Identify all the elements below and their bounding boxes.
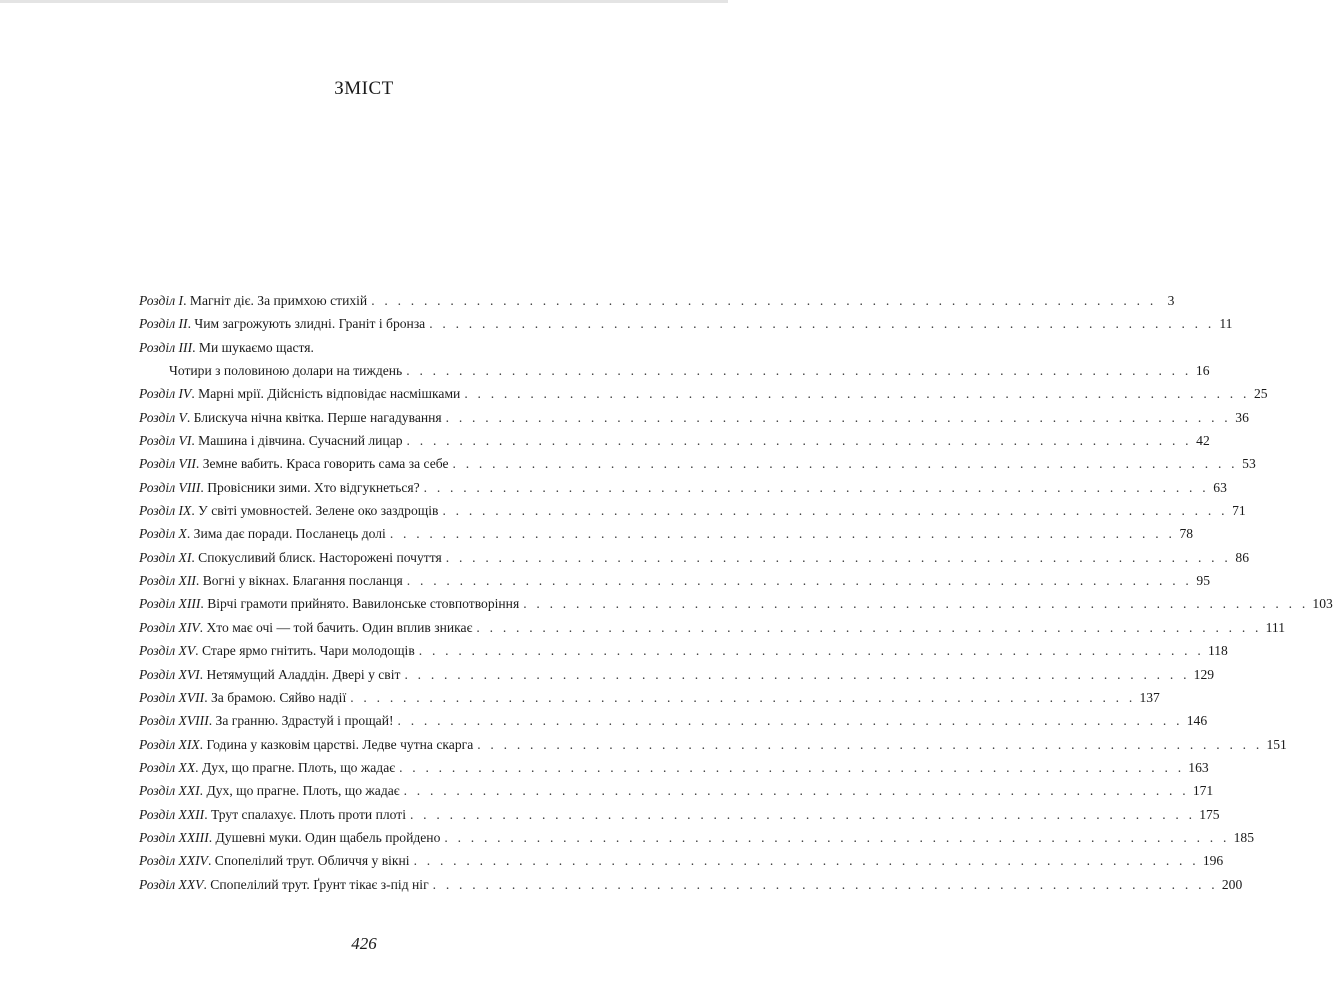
chapter-label: Розділ XIX: [139, 736, 200, 752]
chapter-label: Розділ I: [139, 293, 184, 308]
page-ref: 86: [1235, 549, 1249, 565]
chapter-label: Розділ XV: [139, 643, 196, 659]
page-ref: 11: [1219, 316, 1233, 332]
page-ref: 53: [1242, 456, 1256, 472]
chapter-title: . Вірчі грамоти прийнято. Вавилонське стовпотворіння: [200, 596, 520, 612]
toc-entry: [139, 409, 1249, 433]
dot-leader: . . . . . . . . . . . . . . . . . . . . . . . . . . . . . . . . . . . . . . . . . . . . . . . . . . . . . . . . . . . .: [389, 526, 1176, 542]
page-ref: 42: [1196, 433, 1210, 449]
chapter-title: . Хто має очі — той бачить. Один вплив зникає: [199, 619, 473, 635]
chapter-title: . Спокусливий блиск. Насторожені почуття: [191, 549, 442, 565]
toc-entry: [139, 549, 1249, 573]
dot-leader: . . . . . . . . . . . . . . . . . . . . . . . . . . . . . . . . . . . . . . . . . . . . . . . . . . . . . . . . . . . .: [406, 433, 1192, 449]
toc-entry: [139, 526, 1194, 549]
toc-entry: [139, 596, 1333, 619]
dot-leader: . . . . . . . . . . . . . . . . . . . . . . . . . . . . . . . . . . . . . . . . . . . . . . . . . . . . . . . . . . . .: [523, 596, 1309, 612]
page-ref: 25: [1253, 386, 1268, 402]
toc-entry: [139, 853, 1224, 876]
chapter-title: . Старе ярмо гнітить. Чари молодощів: [195, 643, 415, 659]
chapter-label: Розділ XII: [139, 573, 196, 589]
chapter-title: . Провісники зими. Хто відгукнеться?: [200, 479, 420, 495]
toc-entry: [139, 456, 1256, 479]
toc-entry: [139, 340, 636, 363]
dot-leader: . . . . . . . . . . . . . . . . . . . . . . . . . . . . . . . . . . . . . . . . . . . . . . . . . . . . . . . . . . . .: [406, 363, 1192, 379]
chapter-label: Розділ II: [139, 316, 188, 332]
chapter-title: . Марні мрії. Дійсність відповідає насмішками: [191, 386, 461, 402]
chapter-title: . Дух, що прагне. Плоть, що жадає: [199, 783, 400, 799]
chapter-title: . Трут спалахує. Плоть проти плоті: [204, 806, 406, 822]
toc-entry: [139, 619, 1286, 643]
dot-leader: . . . . . . . . . . . . . . . . . . . . . . . . . . . . . . . . . . . . . . . . . . . . . . . . . . . . . . . . . . . .: [429, 316, 1215, 332]
page-top-edge: [0, 0, 728, 3]
toc-entry: [139, 293, 1175, 316]
page-ref: 163: [1188, 759, 1209, 775]
toc-entry: [139, 666, 1215, 690]
chapter-label: Розділ III: [139, 339, 193, 355]
dot-leader: . . . . . . . . . . . . . . . . . . . . . . . . . . . . . . . . . . . . . . . . . . . . . . . . . . . . . . . . . . . .: [418, 643, 1204, 659]
chapter-label: Розділ VIII: [139, 479, 201, 495]
dot-leader: . . . . . . . . . . . . . . . . . . . . . . . . . . . . . . . . . . . . . . . . . . . . . . . . . . . . . . . . . . . .: [350, 689, 1136, 705]
chapter-label: Розділ XX: [139, 759, 196, 775]
page-ref: 146: [1186, 713, 1208, 729]
chapter-title: . Зима дає поради. Посланець долі: [186, 526, 386, 542]
page-ref: 151: [1266, 736, 1287, 752]
dot-leader: . . . . . . . . . . . . . . . . . . . . . . . . . . . . . . . . . . . . . . . . . . . . . . . . . . . . . . . . . . . .: [444, 829, 1230, 845]
chapter-title: . Нетямущий Аладдін. Двері у світ: [199, 666, 401, 682]
toc-entry: [139, 433, 1210, 456]
dot-leader: . . . . . . . . . . . . . . . . . . . . . . . . . . . . . . . . . . . . . . . . . . . . . . . . . . . . . . . . . . . .: [432, 876, 1218, 892]
chapter-title: . Вогні у вікнах. Благання посланця: [195, 573, 403, 589]
toc-entry: [139, 713, 1208, 736]
chapter-label: Розділ VI: [139, 433, 192, 449]
dot-leader: . . . . . . . . . . . . . . . . . . . . . . . . . . . . . . . . . . . . . . . . . . . . . . . . . . . . . . . . . . . .: [464, 386, 1250, 402]
chapter-title: . За брамою. Сяйво надії: [204, 689, 347, 705]
dot-leader: . . . . . . . . . . . . . . . . . . . . . . . . . . . . . . . . . . . . . . . . . . . . . . . . . . . . . . . . . . . .: [399, 759, 1185, 775]
toc-entry: [139, 479, 1227, 503]
dot-leader: . . . . . . . . . . . . . . . . . . . . . . . . . . . . . . . . . . . . . . . . . . . . . . . . . . . . . . . . . . . .: [397, 713, 1183, 729]
chapter-title: . Блискуча нічна квітка. Перше нагадування: [186, 409, 442, 425]
dot-leader: . . . . . . . . . . . . . . . . . . . . . . . . . . . . . . . . . . . . . . . . . . . . . . . . . . . . . . . . . . . .: [371, 293, 1157, 308]
toc-entry-continuation: [139, 363, 1210, 386]
chapter-label: Розділ XVIII: [139, 713, 209, 729]
chapter-label: Розділ VII: [139, 456, 196, 472]
chapter-title-continued: Чотири з половиною долари на тиждень: [169, 363, 403, 379]
page-ref: 118: [1207, 643, 1228, 659]
toc-entry: [139, 876, 1243, 900]
dot-leader: . . . . . . . . . . . . . . . . . . . . . . . . . . . . . . . . . . . . . . . . . . . . . . . . . . . . . . . . . . . .: [404, 666, 1190, 682]
chapter-title: . У світі умовностей. Зелене око заздрощів: [191, 503, 439, 519]
chapter-title: . Дух, що прагне. Плоть, що жадає: [195, 759, 396, 775]
chapter-label: Розділ X: [139, 526, 187, 542]
chapter-title: . Ми шукаємо щастя.: [192, 339, 314, 355]
chapter-title: . Магніт діє. За примхою стихій: [183, 293, 368, 308]
toc-entry: [139, 783, 1214, 806]
chapter-label: Розділ V: [139, 409, 187, 425]
page-ref: 78: [1179, 526, 1194, 542]
chapter-title: . Земне вабить. Краса говорить сама за себе: [195, 456, 449, 472]
chapter-label: Розділ XIV: [139, 619, 200, 635]
dot-leader: . . . . . . . . . . . . . . . . . . . . . . . . . . . . . . . . . . . . . . . . . . . . . . . . . . . . . . . . . . . .: [423, 479, 1209, 495]
page-ref: 171: [1192, 783, 1214, 799]
page-ref: 95: [1196, 573, 1211, 589]
chapter-title: . Спопелілий трут. Обличчя у вікні: [207, 853, 410, 869]
toc-entry: [139, 573, 1211, 596]
dot-leader: . . . . . . . . . . . . . . . . . . . . . . . . . . . . . . . . . . . . . . . . . . . . . . . . . . . . . . . . . . . .: [403, 783, 1189, 799]
chapter-label: Розділ XIII: [139, 596, 201, 612]
toc-entry: [139, 316, 1233, 339]
chapter-label: Розділ XVII: [139, 689, 205, 705]
chapter-label: Розділ IX: [139, 503, 192, 519]
page-ref: 36: [1235, 409, 1249, 425]
page-ref: 63: [1213, 479, 1227, 495]
toc-entry: [139, 736, 1287, 760]
chapter-title: . Чим загрожують злидні. Граніт і бронза: [187, 316, 426, 332]
table-of-contents: [139, 293, 1333, 900]
page-ref: 200: [1221, 876, 1243, 892]
chapter-label: Розділ XI: [139, 549, 192, 565]
page-ref: 16: [1195, 363, 1210, 379]
page-number: 426: [351, 934, 377, 953]
toc-entry: [139, 806, 1220, 830]
chapter-label: Розділ XXV: [139, 876, 204, 892]
chapter-title: . Душевні муки. Один щабель пройдено: [208, 829, 441, 845]
chapter-label: Розділ XXIII: [139, 829, 209, 845]
toc-entry: [139, 386, 1268, 409]
page-ref: 3: [1167, 293, 1175, 308]
chapter-title: . Година у казковім царстві. Ледве чутна скарга: [199, 736, 474, 752]
page-title: ЗМІСТ: [334, 78, 394, 99]
dot-leader: . . . . . . . . . . . . . . . . . . . . . . . . . . . . . . . . . . . . . . . . . . . . . . . . . . . . . . . . . . . .: [477, 736, 1263, 752]
dot-leader: . . . . . . . . . . . . . . . . . . . . . . . . . . . . . . . . . . . . . . . . . . . . . . . . . . . . . . . . . . . .: [442, 503, 1228, 519]
toc-entry: [139, 759, 1209, 783]
dot-leader: . . . . . . . . . . . . . . . . . . . . . . . . . . . . . . . . . . . . . . . . . . . . . . . . . . . . . . . . . . . .: [476, 619, 1262, 635]
page-ref: 137: [1139, 689, 1160, 705]
chapter-label: Розділ XXI: [139, 783, 200, 799]
toc-entry: [139, 689, 1160, 713]
chapter-title: . Спопелілий трут. Ґрунт тікає з-під ніг: [203, 876, 429, 892]
chapter-label: Розділ XXIV: [139, 853, 208, 869]
dot-leader: . . . . . . . . . . . . . . . . . . . . . . . . . . . . . . . . . . . . . . . . . . . . . . . . . . . . . . . . . . . .: [445, 549, 1231, 565]
chapter-label: Розділ XXII: [139, 806, 205, 822]
page-ref: 185: [1233, 829, 1254, 845]
dot-leader: . . . . . . . . . . . . . . . . . . . . . . . . . . . . . . . . . . . . . . . . . . . . . . . . . . . . . . . . . . . .: [409, 806, 1196, 822]
page-ref: 111: [1265, 619, 1286, 635]
dot-leader: . . . . . . . . . . . . . . . . . . . . . . . . . . . . . . . . . . . . . . . . . . . . . . . . . . . . . . . . . . . .: [406, 573, 1193, 589]
chapter-label: Розділ IV: [139, 386, 192, 402]
dot-leader: . . . . . . . . . . . . . . . . . . . . . . . . . . . . . . . . . . . . . . . . . . . . . . . . . . . . . . . . . . . .: [413, 853, 1199, 869]
toc-entry: [139, 643, 1228, 666]
page-ref: 71: [1232, 503, 1246, 519]
chapter-title: . Машина і дівчина. Сучасний лицар: [191, 433, 403, 449]
page-ref: 175: [1199, 806, 1220, 822]
page-ref: 103: [1312, 596, 1333, 612]
chapter-title: . За гранню. Здрастуй і прощай!: [208, 713, 394, 729]
dot-leader: . . . . . . . . . . . . . . . . . . . . . . . . . . . . . . . . . . . . . . . . . . . . . . . . . . . . . . . . . . . .: [452, 456, 1238, 472]
dot-leader: . . . . . . . . . . . . . . . . . . . . . . . . . . . . . . . . . . . . . . . . . . . . . . . . . . . . . . . . . . . .: [445, 409, 1231, 425]
page-ref: 196: [1202, 853, 1224, 869]
toc-entry: [139, 503, 1246, 526]
toc-entry: [139, 829, 1254, 853]
chapter-label: Розділ XVI: [139, 666, 200, 682]
page-ref: 129: [1193, 666, 1215, 682]
